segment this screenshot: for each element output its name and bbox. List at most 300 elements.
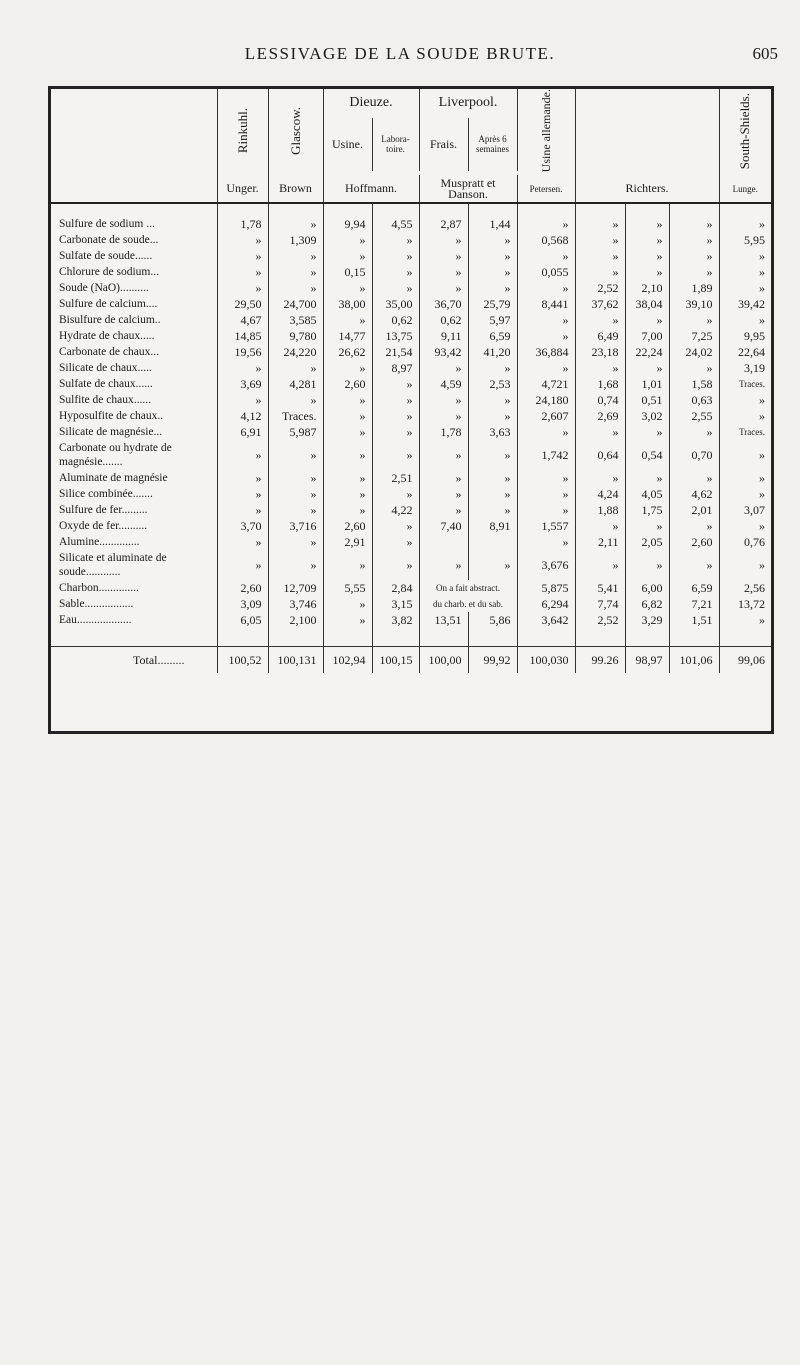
table-cell: 0,15	[323, 264, 372, 280]
row-label: Alumine..............	[51, 534, 217, 550]
table-cell: 4,12	[217, 408, 268, 424]
table-cell: 36,884	[517, 344, 575, 360]
table-cell: 19,56	[217, 344, 268, 360]
table-cell: »	[419, 502, 468, 518]
table-cell: 6,91	[217, 424, 268, 440]
table-cell	[419, 534, 468, 550]
table-cell: »	[217, 486, 268, 502]
table-cell: »	[419, 232, 468, 248]
table-cell: 39,42	[738, 296, 766, 311]
table-row	[51, 470, 771, 486]
table-cell: 4,22	[372, 502, 419, 518]
table-cell: »	[419, 440, 468, 470]
table-cell: 0,62	[372, 312, 419, 328]
table-cell: »	[517, 280, 575, 296]
table-cell: 41,20	[468, 344, 517, 360]
spacer-cell	[719, 628, 771, 647]
table-cell: 1,78	[419, 424, 468, 440]
table-cell: »	[372, 232, 419, 248]
table-row	[51, 392, 771, 408]
total-cell: 102,94	[323, 647, 372, 674]
table-cell: 1,01	[625, 376, 669, 392]
table-cell: »	[575, 216, 625, 232]
table-cell: »	[268, 550, 323, 580]
table-cell: »	[372, 392, 419, 408]
table-cell: »	[372, 424, 419, 440]
table-cell: 5,875	[517, 580, 575, 596]
row-label: Silice combinée.......	[51, 486, 217, 502]
table-cell: 1,78	[217, 216, 268, 232]
table-cell: 6,00	[625, 580, 669, 596]
table-cell: »	[217, 248, 268, 264]
author-lunge: Lunge.	[719, 175, 771, 203]
table-cell: »	[517, 486, 575, 502]
table-cell: 4,281	[268, 376, 323, 392]
table-cell: 35,00	[372, 296, 419, 312]
spacer-cell	[51, 203, 217, 216]
table-cell: 1,742	[517, 440, 575, 470]
table-cell: 0,64	[575, 440, 625, 470]
table-cell: 14,77	[323, 328, 372, 344]
table-cell: 2,52	[575, 280, 625, 296]
table-cell: 6,82	[625, 596, 669, 612]
row-label: Aluminate de magnésie	[51, 470, 217, 486]
author-brown: Brown	[268, 175, 323, 203]
table-cell: Traces.	[268, 408, 323, 424]
table-cell: 29,50	[217, 296, 268, 312]
table-cell: »	[759, 486, 766, 501]
table-cell: 3,642	[517, 612, 575, 628]
col-usine-allemande: Usine allemande.	[517, 89, 575, 175]
spacer-cell	[669, 628, 719, 647]
table-cell: »	[323, 440, 372, 470]
table-cell: 2,11	[575, 534, 625, 550]
total-cell: 100,15	[372, 647, 419, 674]
table-cell: »	[268, 470, 323, 486]
table-cell: »	[625, 550, 669, 580]
total-cell: 99,06	[719, 647, 771, 674]
table-cell: »	[468, 550, 517, 580]
table-cell: »	[759, 264, 766, 279]
table-cell: »	[625, 248, 669, 264]
table-row	[51, 280, 771, 296]
row-label: Chlorure de sodium...	[51, 264, 217, 280]
col-dieuze-laboratoire: Labora-toire.	[372, 118, 419, 171]
row-label: Hyposulfite de chaux..	[51, 408, 217, 424]
table-cell: »	[669, 360, 719, 376]
table-cell: 2,51	[372, 470, 419, 486]
table-cell: 2,84	[372, 580, 419, 596]
table-cell: »	[268, 248, 323, 264]
table-cell: 2,53	[468, 376, 517, 392]
table-cell: »	[669, 216, 719, 232]
table-body	[51, 203, 771, 673]
table-cell: »	[468, 502, 517, 518]
table-cell: Traces.	[739, 427, 766, 438]
row-label: Soude (NaO)..........	[51, 280, 217, 296]
table-cell: 2,60	[669, 534, 719, 550]
running-head	[0, 44, 800, 74]
table-cell: »	[372, 408, 419, 424]
table-cell: 7,25	[669, 328, 719, 344]
table-cell: »	[669, 424, 719, 440]
table-cell: »	[759, 557, 766, 572]
table-cell: »	[625, 518, 669, 534]
table-cell: »	[372, 264, 419, 280]
table-row	[51, 502, 771, 518]
table-cell: On a fait abstract.	[419, 580, 517, 596]
total-cell: 100,131	[268, 647, 323, 674]
spacer-cell	[468, 628, 517, 647]
table-cell: »	[517, 360, 575, 376]
table-cell: 24,180	[517, 392, 575, 408]
table-cell: »	[217, 502, 268, 518]
table-row	[51, 360, 771, 376]
table-cell: »	[468, 232, 517, 248]
table-row	[51, 344, 771, 360]
table-cell: »	[517, 216, 575, 232]
table-cell: 4,62	[669, 486, 719, 502]
table-cell: »	[759, 518, 766, 533]
table-cell: 0,63	[669, 392, 719, 408]
spacer-cell	[217, 628, 268, 647]
spacer-cell	[669, 203, 719, 216]
table-cell: »	[759, 470, 766, 485]
table-cell: »	[669, 312, 719, 328]
table-cell: 1,75	[625, 502, 669, 518]
table-cell: »	[217, 280, 268, 296]
table-cell: 24,02	[669, 344, 719, 360]
table-cell: »	[268, 216, 323, 232]
table-cell: »	[669, 550, 719, 580]
table-cell: »	[669, 518, 719, 534]
table-cell: 13,72	[738, 596, 766, 611]
table-cell: 5,41	[575, 580, 625, 596]
table-cell: 3,676	[517, 550, 575, 580]
table-cell: du charb. et du sab.	[419, 596, 517, 612]
total-label: Total.........	[51, 647, 217, 674]
total-cell: 101,06	[669, 647, 719, 674]
table-cell: »	[759, 312, 766, 327]
table-row	[51, 424, 771, 440]
spacer-cell	[268, 628, 323, 647]
table-cell: 4,55	[372, 216, 419, 232]
table-cell: 1,68	[575, 376, 625, 392]
table-cell: 2,607	[517, 408, 575, 424]
table-cell: »	[372, 440, 419, 470]
table-cell: »	[468, 440, 517, 470]
total-cell: 99.26	[575, 647, 625, 674]
spacer-cell	[719, 203, 771, 216]
table-cell: »	[268, 280, 323, 296]
table-cell: »	[323, 312, 372, 328]
col-liverpool-apres: Après 6 semaines	[468, 118, 517, 171]
table-cell: 7,40	[419, 518, 468, 534]
spacer-cell	[517, 203, 575, 216]
table-cell: »	[268, 392, 323, 408]
table-cell: 9,780	[268, 328, 323, 344]
table-cell: 37,62	[575, 296, 625, 312]
table-cell: »	[372, 534, 419, 550]
table-cell: 0,055	[517, 264, 575, 280]
table-cell: 0,70	[669, 440, 719, 470]
table-cell: »	[575, 424, 625, 440]
table-cell: 2,60	[323, 376, 372, 392]
table-cell: 3,746	[268, 596, 323, 612]
table-cell: 7,74	[575, 596, 625, 612]
spacer-cell	[575, 628, 625, 647]
table-cell: 7,00	[625, 328, 669, 344]
table-cell: 1,89	[669, 280, 719, 296]
table-cell: 2,60	[323, 518, 372, 534]
table-cell: 3,69	[217, 376, 268, 392]
table-cell: »	[517, 424, 575, 440]
table-cell: »	[575, 232, 625, 248]
row-label: Sulfure de sodium ...	[51, 216, 217, 232]
table-cell: 3,63	[468, 424, 517, 440]
col-dieuze-usine: Usine.	[323, 118, 372, 171]
total-cell: 98,97	[625, 647, 669, 674]
row-label: Bisulfure de calcium..	[51, 312, 217, 328]
table-cell: »	[217, 550, 268, 580]
row-label: Sulfure de fer.........	[51, 502, 217, 518]
table-cell: »	[323, 596, 372, 612]
table-cell: »	[625, 264, 669, 280]
table-cell: 0,62	[419, 312, 468, 328]
table-cell: »	[323, 550, 372, 580]
table-cell: 4,67	[217, 312, 268, 328]
table-cell: »	[517, 248, 575, 264]
row-label: Sulfate de soude......	[51, 248, 217, 264]
table-cell: »	[669, 248, 719, 264]
table-cell: 2,87	[419, 216, 468, 232]
table-cell: »	[419, 360, 468, 376]
table-row	[51, 312, 771, 328]
table-cell: »	[468, 360, 517, 376]
table-cell: 1,51	[669, 612, 719, 628]
table-cell: 8,97	[372, 360, 419, 376]
table-cell: 3,07	[744, 502, 766, 517]
table-cell: »	[759, 612, 766, 627]
row-label: Carbonate ou hydrate de magnésie.......	[51, 440, 217, 470]
table-cell: Traces.	[739, 379, 766, 390]
author-petersen: Petersen.	[517, 175, 575, 203]
table-row	[51, 440, 771, 470]
table-cell: »	[575, 312, 625, 328]
analysis-table-frame	[48, 86, 774, 734]
spacer-cell	[625, 628, 669, 647]
table-cell: »	[468, 470, 517, 486]
row-label: Carbonate de soude...	[51, 232, 217, 248]
row-label: Silicate et aluminate de soude............	[51, 550, 217, 580]
table-cell: »	[419, 248, 468, 264]
row-label: Hydrate de chaux.....	[51, 328, 217, 344]
table-cell: 21,54	[372, 344, 419, 360]
table-cell: »	[268, 440, 323, 470]
total-cell: 100,00	[419, 647, 468, 674]
table-cell: »	[468, 264, 517, 280]
spacer-cell	[323, 628, 372, 647]
table-cell: 2,01	[669, 502, 719, 518]
table-cell: »	[217, 440, 268, 470]
table-cell: 2,91	[323, 534, 372, 550]
table-cell: 4,721	[517, 376, 575, 392]
table-cell: 2,05	[625, 534, 669, 550]
table-cell: 6,294	[517, 596, 575, 612]
table-cell: »	[323, 612, 372, 628]
table-cell: »	[323, 502, 372, 518]
table-cell: »	[323, 392, 372, 408]
table-row	[51, 376, 771, 392]
table-cell: »	[419, 486, 468, 502]
author-hoffmann: Hoffmann.	[323, 175, 419, 203]
table-cell: »	[575, 470, 625, 486]
table-row	[51, 328, 771, 344]
table-cell: »	[323, 486, 372, 502]
col-rinkuhl: Rinkuhl.	[217, 89, 268, 175]
table-cell: 5,86	[468, 612, 517, 628]
table-cell: 1,309	[268, 232, 323, 248]
table-cell: »	[419, 470, 468, 486]
total-cell: 99,92	[468, 647, 517, 674]
table-cell: 12,709	[268, 580, 323, 596]
row-label: Sulfate de chaux......	[51, 376, 217, 392]
table-cell: »	[268, 534, 323, 550]
table-cell: »	[669, 232, 719, 248]
row-label: Sable.................	[51, 596, 217, 612]
table-cell: 38,04	[625, 296, 669, 312]
table-cell: 9,95	[744, 328, 766, 343]
table-cell: »	[268, 360, 323, 376]
col-dieuze: Dieuze.	[323, 89, 419, 118]
table-cell: 4,24	[575, 486, 625, 502]
spacer-cell	[468, 203, 517, 216]
table-row	[51, 550, 771, 580]
table-cell: »	[372, 280, 419, 296]
table-cell: »	[419, 392, 468, 408]
col-liverpool-frais: Frais.	[419, 118, 468, 171]
spacer-cell	[517, 628, 575, 647]
table-cell: »	[419, 408, 468, 424]
table-cell: »	[575, 248, 625, 264]
spacer-cell	[419, 628, 468, 647]
table-cell: »	[419, 264, 468, 280]
table-cell: 24,220	[268, 344, 323, 360]
table-cell: »	[625, 424, 669, 440]
total-row	[51, 647, 771, 674]
table-cell: 22,24	[625, 344, 669, 360]
table-cell: »	[759, 216, 766, 231]
table-row	[51, 486, 771, 502]
table-cell: 9,94	[323, 216, 372, 232]
table-row	[51, 534, 771, 550]
table-cell: »	[759, 447, 766, 462]
table-cell: »	[468, 408, 517, 424]
spacer-cell	[268, 203, 323, 216]
table-cell: 1,44	[468, 216, 517, 232]
table-cell: 3,09	[217, 596, 268, 612]
table-cell: »	[759, 408, 766, 423]
table-cell: 3,82	[372, 612, 419, 628]
table-cell: »	[575, 550, 625, 580]
table-row	[51, 232, 771, 248]
table-cell: »	[468, 392, 517, 408]
table-cell: 0,568	[517, 232, 575, 248]
table-cell: 2,56	[744, 580, 766, 595]
table-cell: »	[217, 264, 268, 280]
table-cell: 4,59	[419, 376, 468, 392]
row-label: Carbonate de chaux...	[51, 344, 217, 360]
table-cell: »	[323, 280, 372, 296]
table-cell: »	[468, 248, 517, 264]
page-title: LESSIVAGE DE LA SOUDE BRUTE.	[244, 44, 556, 63]
table-cell: 2,10	[625, 280, 669, 296]
table-cell: 0,54	[625, 440, 669, 470]
table-cell: 3,716	[268, 518, 323, 534]
col-liverpool: Liverpool.	[419, 89, 517, 118]
spacer-cell	[372, 628, 419, 647]
table-cell: »	[517, 328, 575, 344]
table-cell: »	[759, 392, 766, 407]
table-cell: 0,76	[744, 534, 766, 549]
table-cell: »	[323, 424, 372, 440]
table-row	[51, 612, 771, 628]
table-cell: »	[323, 248, 372, 264]
table-cell: »	[517, 470, 575, 486]
spacer-cell	[575, 203, 625, 216]
author-richters: Richters.	[575, 175, 719, 203]
table-cell: 5,55	[323, 580, 372, 596]
table-cell: 6,59	[669, 580, 719, 596]
table-cell: 1,58	[669, 376, 719, 392]
col-glascow: Glascow.	[268, 89, 323, 175]
table-row	[51, 296, 771, 312]
table-cell: 24,700	[268, 296, 323, 312]
table-cell: 6,05	[217, 612, 268, 628]
table-cell: 13,75	[372, 328, 419, 344]
col-richters-blank	[575, 89, 719, 175]
table-cell: »	[468, 280, 517, 296]
spacer-cell	[625, 203, 669, 216]
table-cell: »	[669, 264, 719, 280]
table-row	[51, 518, 771, 534]
table-cell: 3,29	[625, 612, 669, 628]
table-cell: »	[669, 470, 719, 486]
table-cell: 14,85	[217, 328, 268, 344]
analysis-table	[51, 89, 771, 673]
table-cell: »	[575, 518, 625, 534]
author-unger: Unger.	[217, 175, 268, 203]
table-cell: »	[372, 248, 419, 264]
table-cell: »	[323, 470, 372, 486]
table-cell: 39,10	[669, 296, 719, 312]
table-cell: »	[575, 360, 625, 376]
table-cell: 2,52	[575, 612, 625, 628]
table-cell: 36,70	[419, 296, 468, 312]
table-cell: 3,02	[625, 408, 669, 424]
author-muspratt-danson: Muspratt et Danson.	[419, 175, 517, 203]
table-cell: »	[759, 280, 766, 295]
table-row	[51, 248, 771, 264]
table-cell: »	[323, 232, 372, 248]
table-cell: »	[268, 486, 323, 502]
table-cell: »	[625, 216, 669, 232]
table-cell: »	[372, 486, 419, 502]
table-cell: »	[517, 534, 575, 550]
spacer-cell	[217, 203, 268, 216]
table-row	[51, 596, 771, 612]
table-cell: 38,00	[323, 296, 372, 312]
